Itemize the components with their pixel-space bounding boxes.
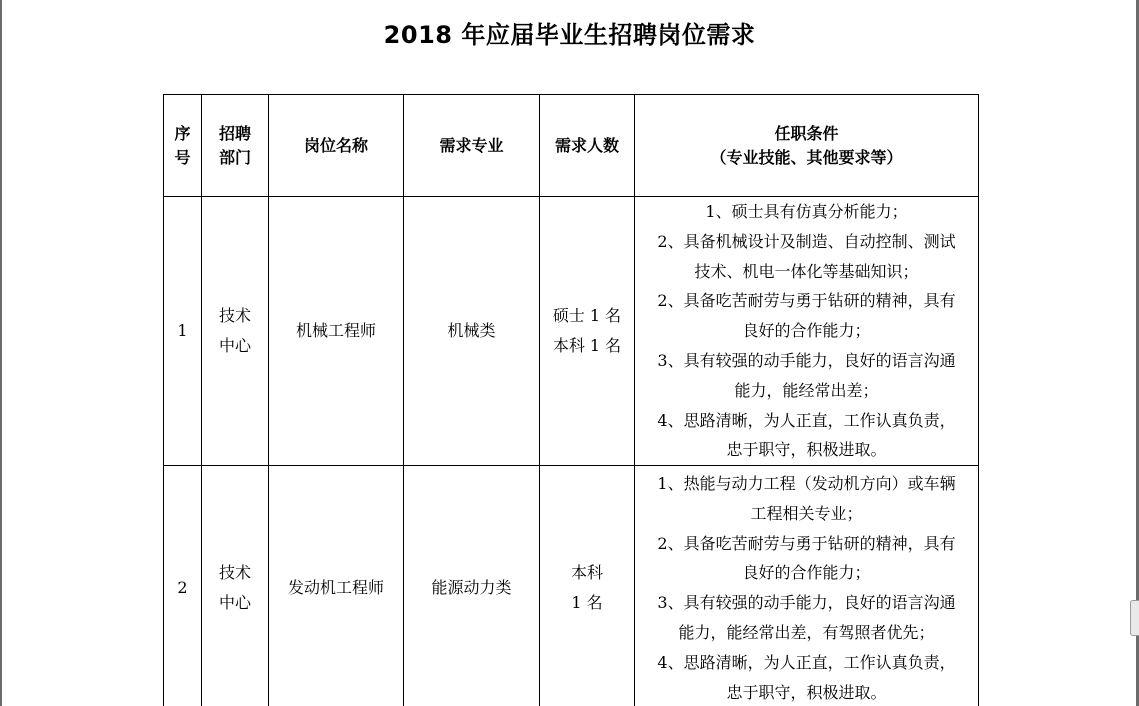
row-position: 机械工程师 bbox=[269, 197, 404, 466]
row-position: 发动机工程师 bbox=[269, 466, 404, 706]
header-dept: 招聘 部门 bbox=[202, 95, 269, 197]
row-seq: 1 bbox=[164, 197, 202, 466]
row-requirements: 1、硕士具有仿真分析能力； 2、具备机械设计及制造、自动控制、测试 技术、机电一体化等基础知识； 2、具备吃苦耐劳与勇于钻研的精神，具有 良好的合作能力； 3、具有较强的动手能力，良好的语言沟通 能力，能经常出差； 4、思路清晰，为人正直，工作认真负责， 忠于职守，积极进取。 bbox=[635, 197, 979, 466]
header-requirements: 任职条件 （专业技能、其他要求等） bbox=[635, 95, 979, 197]
job-requirements-table bbox=[163, 94, 979, 706]
row-major: 机械类 bbox=[404, 197, 540, 466]
page-title: 2018 年应届毕业生招聘岗位需求 bbox=[383, 21, 756, 49]
scroll-handle[interactable] bbox=[1130, 600, 1139, 636]
row-requirements: 1、热能与动力工程（发动机方向）或车辆 工程相关专业； 2、具备吃苦耐劳与勇于钻研的精神，具有 良好的合作能力； 3、具有较强的动手能力，良好的语言沟通 能力，能经常出差，有驾照者优先； 4、思路清晰，为人正直，工作认真负责， 忠于职守，积极进取。 bbox=[635, 466, 979, 706]
row-count: 本科 1 名 bbox=[540, 466, 635, 706]
table-row bbox=[164, 466, 979, 706]
header-seq: 序 号 bbox=[164, 95, 202, 197]
row-major: 能源动力类 bbox=[404, 466, 540, 706]
table-row bbox=[164, 197, 979, 466]
row-seq: 2 bbox=[164, 466, 202, 706]
header-major: 需求专业 bbox=[404, 95, 540, 197]
window-left-border bbox=[0, 0, 2, 706]
table-header-row bbox=[164, 95, 979, 197]
header-count: 需求人数 bbox=[540, 95, 635, 197]
header-position: 岗位名称 bbox=[269, 95, 404, 197]
row-dept: 技术 中心 bbox=[202, 466, 269, 706]
row-count: 硕士 1 名 本科 1 名 bbox=[540, 197, 635, 466]
row-dept: 技术 中心 bbox=[202, 197, 269, 466]
